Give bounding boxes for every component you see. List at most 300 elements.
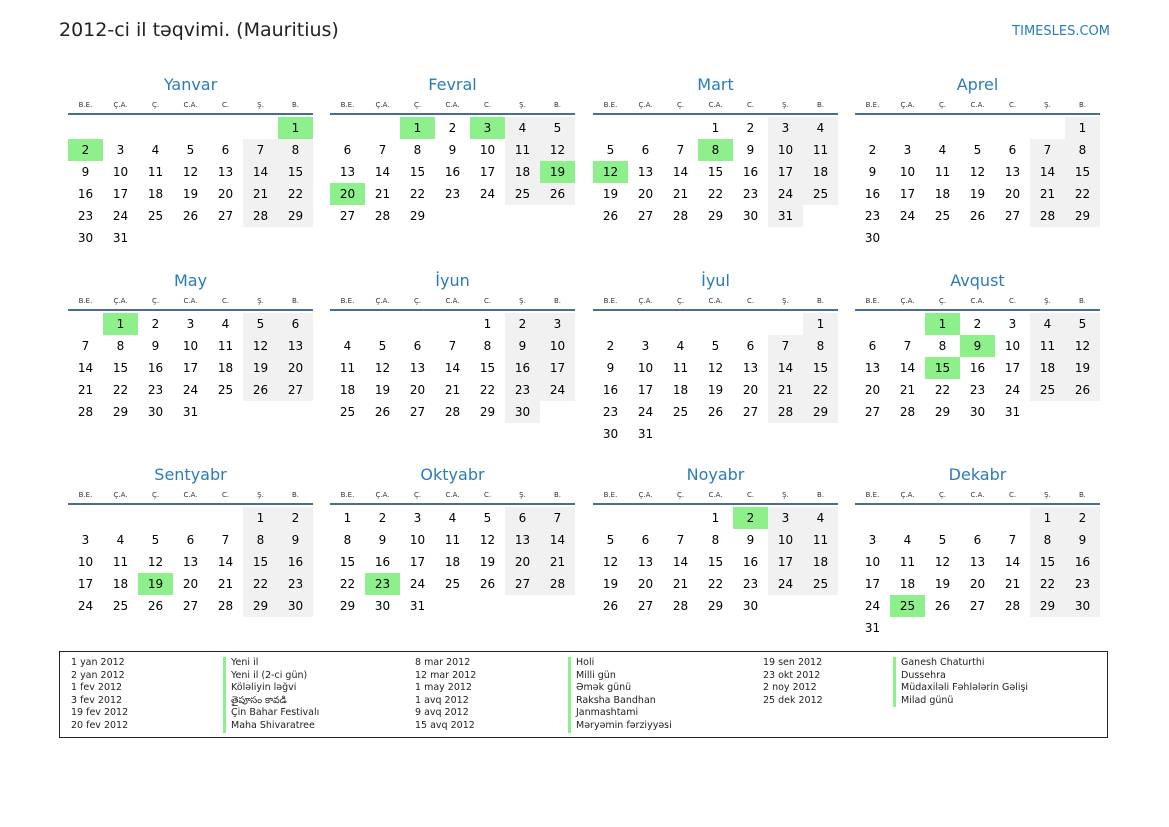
holiday-name: తైపూసం కావడి bbox=[231, 694, 287, 706]
day-cell: 22 bbox=[1065, 183, 1100, 205]
day-cell: 7 bbox=[676, 533, 685, 547]
day-cell: 8 bbox=[413, 143, 422, 157]
weekday-label: B. bbox=[291, 297, 300, 305]
day-cell: 13 bbox=[742, 361, 759, 375]
weekday-label: Ş. bbox=[257, 491, 264, 499]
day-cell: 2 bbox=[746, 121, 755, 135]
day-cell: 10 bbox=[479, 143, 496, 157]
day-cell: 16 bbox=[602, 383, 619, 397]
day-cell: 19 bbox=[479, 555, 496, 569]
weekday-label: B. bbox=[553, 491, 562, 499]
holiday-day: 3 bbox=[470, 117, 505, 139]
day-cell: 18 bbox=[217, 361, 234, 375]
month-name: Dekabr bbox=[948, 465, 1007, 484]
day-cell: 9 bbox=[448, 143, 457, 157]
day-cell: 19 bbox=[602, 187, 619, 201]
empty-cell bbox=[890, 507, 925, 529]
holiday-day: 9 bbox=[960, 335, 995, 357]
month-name: Sentyabr bbox=[154, 465, 227, 484]
holiday-date: 8 mar 2012 bbox=[415, 657, 471, 668]
month-11 bbox=[593, 464, 838, 617]
empty-cell bbox=[855, 507, 890, 529]
day-cell: 7 bbox=[676, 143, 685, 157]
empty-cell bbox=[330, 117, 365, 139]
weekday-label: Ç.A. bbox=[900, 297, 915, 305]
month-10 bbox=[330, 464, 575, 617]
day-cell: 18 bbox=[1030, 357, 1065, 379]
weekday-label: Ş. bbox=[782, 491, 789, 499]
weekday-label: Ç.A. bbox=[113, 297, 128, 305]
day-cell: 22 bbox=[707, 187, 724, 201]
weekday-label: Ş. bbox=[1044, 101, 1051, 109]
day-cell: 16 bbox=[742, 165, 759, 179]
day-cell: 26 bbox=[934, 599, 951, 613]
day-cell: 24 bbox=[182, 383, 199, 397]
month-name: İyul bbox=[701, 271, 730, 290]
day-grid bbox=[68, 507, 313, 617]
empty-cell bbox=[173, 117, 208, 139]
day-cell: 5 bbox=[606, 533, 615, 547]
empty-cell bbox=[855, 313, 890, 335]
day-cell: 23 bbox=[77, 209, 94, 223]
weekday-header bbox=[593, 293, 838, 311]
day-cell: 21 bbox=[374, 187, 391, 201]
weekday-label: C.A. bbox=[183, 297, 198, 305]
weekday-label: Ş. bbox=[782, 101, 789, 109]
day-cell: 11 bbox=[339, 361, 356, 375]
day-cell: 5 bbox=[378, 339, 387, 353]
weekday-label: Ç.A. bbox=[638, 491, 653, 499]
day-cell: 18 bbox=[803, 161, 838, 183]
day-cell: 23 bbox=[147, 383, 164, 397]
day-cell: 14 bbox=[540, 529, 575, 551]
weekday-label: C.A. bbox=[445, 491, 460, 499]
day-cell: 7 bbox=[81, 339, 90, 353]
weekday-label: C. bbox=[746, 101, 755, 109]
day-cell: 2 bbox=[378, 511, 387, 525]
day-cell: 1 bbox=[1065, 117, 1100, 139]
holiday-day: 1 bbox=[103, 313, 138, 335]
day-cell: 27 bbox=[339, 209, 356, 223]
day-cell: 16 bbox=[969, 361, 986, 375]
holiday-day: 25 bbox=[890, 595, 925, 617]
day-cell: 2 bbox=[448, 121, 457, 135]
day-cell: 29 bbox=[803, 401, 838, 423]
weekday-label: C. bbox=[1008, 297, 1017, 305]
day-cell: 22 bbox=[803, 379, 838, 401]
day-cell: 3 bbox=[116, 143, 125, 157]
weekday-label: C. bbox=[221, 297, 230, 305]
day-cell: 26 bbox=[969, 209, 986, 223]
day-cell: 8 bbox=[938, 339, 947, 353]
weekday-label: B.E. bbox=[340, 297, 355, 305]
empty-cell bbox=[68, 117, 103, 139]
day-cell: 12 bbox=[934, 555, 951, 569]
day-cell: 14 bbox=[243, 161, 278, 183]
day-cell: 14 bbox=[899, 361, 916, 375]
day-cell: 21 bbox=[899, 383, 916, 397]
day-cell: 13 bbox=[1004, 165, 1021, 179]
day-grid bbox=[593, 507, 838, 617]
holiday-name: Məryəmin fərziyyəsi bbox=[576, 719, 672, 731]
holiday-date: 9 avq 2012 bbox=[415, 707, 469, 719]
day-cell: 31 bbox=[637, 427, 654, 441]
day-cell: 29 bbox=[278, 205, 313, 227]
day-cell: 25 bbox=[444, 577, 461, 591]
weekday-header bbox=[593, 97, 838, 115]
empty-cell bbox=[995, 507, 1030, 529]
month-name: Yanvar bbox=[163, 75, 218, 94]
weekday-label: C.A. bbox=[445, 101, 460, 109]
empty-cell bbox=[768, 313, 803, 335]
day-cell: 23 bbox=[602, 405, 619, 419]
weekday-label: Ç. bbox=[676, 491, 685, 499]
day-cell: 22 bbox=[339, 577, 356, 591]
day-cell: 18 bbox=[112, 577, 129, 591]
month-name: Avqust bbox=[950, 271, 1005, 290]
holiday-date: 1 fev 2012 bbox=[71, 682, 123, 694]
day-cell: 28 bbox=[540, 573, 575, 595]
day-cell: 29 bbox=[479, 405, 496, 419]
day-cell: 22 bbox=[934, 383, 951, 397]
day-cell: 18 bbox=[444, 555, 461, 569]
weekday-label: Ç. bbox=[676, 101, 685, 109]
month-4 bbox=[855, 74, 1100, 249]
day-cell: 16 bbox=[864, 187, 881, 201]
day-cell: 3 bbox=[540, 313, 575, 335]
day-cell: 21 bbox=[1004, 577, 1021, 591]
day-cell: 9 bbox=[151, 339, 160, 353]
day-cell: 5 bbox=[540, 117, 575, 139]
holiday-name: Əmək günü bbox=[576, 682, 632, 694]
day-cell: 29 bbox=[934, 405, 951, 419]
weekday-label: Ç.A. bbox=[638, 297, 653, 305]
day-cell: 14 bbox=[444, 361, 461, 375]
empty-cell bbox=[925, 507, 960, 529]
empty-cell bbox=[663, 117, 698, 139]
holiday-names-col-3 bbox=[893, 657, 1028, 707]
day-cell: 9 bbox=[868, 165, 877, 179]
day-grid bbox=[855, 507, 1100, 639]
day-cell: 29 bbox=[112, 405, 129, 419]
day-cell: 20 bbox=[742, 383, 759, 397]
holiday-name: Maha Shivaratree bbox=[231, 719, 315, 731]
holiday-day: 1 bbox=[278, 117, 313, 139]
day-cell: 1 bbox=[483, 317, 492, 331]
day-cell: 20 bbox=[505, 551, 540, 573]
day-cell: 30 bbox=[77, 231, 94, 245]
holiday-day: 20 bbox=[330, 183, 365, 205]
day-cell: 15 bbox=[707, 165, 724, 179]
day-cell: 21 bbox=[217, 577, 234, 591]
month-1 bbox=[68, 74, 313, 249]
day-cell: 6 bbox=[641, 143, 650, 157]
holiday-day: 8 bbox=[698, 139, 733, 161]
day-cell: 8 bbox=[803, 335, 838, 357]
day-cell: 15 bbox=[1030, 551, 1065, 573]
month-8 bbox=[855, 270, 1100, 423]
day-cell: 7 bbox=[1030, 139, 1065, 161]
day-cell: 25 bbox=[147, 209, 164, 223]
holiday-date: 19 sen 2012 bbox=[763, 657, 823, 668]
day-cell: 20 bbox=[217, 187, 234, 201]
day-cell: 4 bbox=[1030, 313, 1065, 335]
month-7 bbox=[593, 270, 838, 445]
day-cell: 12 bbox=[1065, 335, 1100, 357]
day-cell: 15 bbox=[278, 161, 313, 183]
weekday-label: C. bbox=[746, 491, 755, 499]
weekday-label: Ş. bbox=[257, 101, 264, 109]
day-cell: 14 bbox=[1030, 161, 1065, 183]
holiday-names-col-1 bbox=[223, 657, 319, 733]
day-cell: 3 bbox=[903, 143, 912, 157]
month-name: May bbox=[173, 271, 208, 290]
empty-cell bbox=[593, 507, 628, 529]
weekday-label: B.E. bbox=[78, 491, 93, 499]
weekday-header bbox=[68, 97, 313, 115]
weekday-label: B.E. bbox=[865, 491, 880, 499]
day-cell: 6 bbox=[505, 507, 540, 529]
day-cell: 28 bbox=[444, 405, 461, 419]
day-cell: 24 bbox=[540, 379, 575, 401]
holiday-name: Dussehra bbox=[901, 669, 946, 681]
day-cell: 26 bbox=[182, 209, 199, 223]
day-cell: 23 bbox=[1065, 573, 1100, 595]
day-cell: 10 bbox=[899, 165, 916, 179]
day-cell: 22 bbox=[112, 383, 129, 397]
day-cell: 19 bbox=[182, 187, 199, 201]
day-cell: 8 bbox=[116, 339, 125, 353]
holiday-name: Raksha Bandhan bbox=[576, 694, 656, 706]
day-cell: 30 bbox=[742, 599, 759, 613]
weekday-label: Ç.A. bbox=[113, 101, 128, 109]
month-2 bbox=[330, 74, 575, 227]
day-cell: 21 bbox=[540, 551, 575, 573]
day-cell: 29 bbox=[1030, 595, 1065, 617]
weekday-label: B. bbox=[816, 491, 825, 499]
day-cell: 16 bbox=[742, 555, 759, 569]
day-cell: 24 bbox=[77, 599, 94, 613]
weekday-label: B.E. bbox=[78, 297, 93, 305]
day-cell: 5 bbox=[243, 313, 278, 335]
holiday-date: 2 noy 2012 bbox=[763, 682, 817, 694]
day-cell: 19 bbox=[934, 577, 951, 591]
day-cell: 25 bbox=[934, 209, 951, 223]
holiday-names-col-2 bbox=[568, 657, 672, 733]
holiday-name: Milad günü bbox=[901, 694, 954, 706]
day-cell: 21 bbox=[768, 379, 803, 401]
day-cell: 27 bbox=[505, 573, 540, 595]
weekday-label: C.A. bbox=[183, 101, 198, 109]
day-cell: 10 bbox=[409, 533, 426, 547]
holiday-dates-col-2 bbox=[415, 657, 476, 733]
day-cell: 14 bbox=[77, 361, 94, 375]
weekday-label: Ş. bbox=[1044, 297, 1051, 305]
day-cell: 8 bbox=[343, 533, 352, 547]
weekday-label: B. bbox=[816, 297, 825, 305]
day-cell: 26 bbox=[479, 577, 496, 591]
day-cell: 25 bbox=[803, 573, 838, 595]
day-cell: 24 bbox=[1004, 383, 1021, 397]
day-cell: 12 bbox=[479, 533, 496, 547]
weekday-label: C. bbox=[483, 297, 492, 305]
day-cell: 18 bbox=[672, 383, 689, 397]
day-cell: 12 bbox=[602, 555, 619, 569]
day-cell: 4 bbox=[903, 533, 912, 547]
holiday-name: Çin Bahar Festivalı bbox=[231, 707, 320, 719]
day-cell: 30 bbox=[278, 595, 313, 617]
holiday-day: 2 bbox=[68, 139, 103, 161]
day-cell: 22 bbox=[409, 187, 426, 201]
empty-cell bbox=[890, 313, 925, 335]
day-cell: 2 bbox=[868, 143, 877, 157]
day-cell: 4 bbox=[803, 507, 838, 529]
day-cell: 12 bbox=[540, 139, 575, 161]
day-cell: 14 bbox=[374, 165, 391, 179]
weekday-label: Ç. bbox=[938, 101, 947, 109]
empty-cell bbox=[628, 117, 663, 139]
weekday-label: Ç. bbox=[676, 297, 685, 305]
day-cell: 13 bbox=[339, 165, 356, 179]
day-cell: 11 bbox=[803, 529, 838, 551]
weekday-label: B.E. bbox=[865, 297, 880, 305]
weekday-label: C. bbox=[221, 491, 230, 499]
day-cell: 15 bbox=[1065, 161, 1100, 183]
empty-cell bbox=[628, 507, 663, 529]
empty-cell bbox=[1030, 117, 1065, 139]
holiday-name: Yeni il bbox=[231, 657, 259, 668]
day-cell: 20 bbox=[637, 187, 654, 201]
weekday-label: Ç. bbox=[413, 491, 422, 499]
day-cell: 16 bbox=[374, 555, 391, 569]
day-cell: 18 bbox=[147, 187, 164, 201]
day-cell: 17 bbox=[409, 555, 426, 569]
day-cell: 28 bbox=[768, 401, 803, 423]
day-cell: 22 bbox=[479, 383, 496, 397]
day-cell: 13 bbox=[217, 165, 234, 179]
day-cell: 16 bbox=[147, 361, 164, 375]
day-cell: 31 bbox=[768, 205, 803, 227]
empty-cell bbox=[138, 507, 173, 529]
day-cell: 9 bbox=[1065, 529, 1100, 551]
day-grid bbox=[593, 313, 838, 445]
day-cell: 20 bbox=[182, 577, 199, 591]
weekday-label: C. bbox=[1008, 491, 1017, 499]
weekday-header bbox=[855, 487, 1100, 505]
weekday-label: C.A. bbox=[708, 101, 723, 109]
day-cell: 26 bbox=[147, 599, 164, 613]
day-cell: 28 bbox=[77, 405, 94, 419]
day-cell: 27 bbox=[637, 209, 654, 223]
day-cell: 13 bbox=[278, 335, 313, 357]
day-cell: 24 bbox=[899, 209, 916, 223]
day-cell: 28 bbox=[1030, 205, 1065, 227]
day-cell: 9 bbox=[746, 143, 755, 157]
day-cell: 20 bbox=[637, 577, 654, 591]
weekday-label: B. bbox=[553, 101, 562, 109]
day-cell: 17 bbox=[1004, 361, 1021, 375]
day-cell: 21 bbox=[77, 383, 94, 397]
day-cell: 3 bbox=[413, 511, 422, 525]
holiday-name: Köləliyin ləğvi bbox=[231, 682, 297, 694]
day-cell: 29 bbox=[707, 599, 724, 613]
day-cell: 13 bbox=[637, 555, 654, 569]
day-cell: 8 bbox=[1030, 529, 1065, 551]
day-cell: 10 bbox=[540, 335, 575, 357]
day-cell: 29 bbox=[1065, 205, 1100, 227]
day-cell: 13 bbox=[637, 165, 654, 179]
day-cell: 5 bbox=[938, 533, 947, 547]
month-name: İyun bbox=[435, 271, 470, 290]
day-cell: 17 bbox=[768, 161, 803, 183]
day-cell: 3 bbox=[1008, 317, 1017, 331]
day-cell: 31 bbox=[112, 231, 129, 245]
empty-cell bbox=[960, 507, 995, 529]
day-cell: 4 bbox=[343, 339, 352, 353]
day-cell: 24 bbox=[768, 573, 803, 595]
day-cell: 15 bbox=[243, 551, 278, 573]
day-cell: 16 bbox=[505, 357, 540, 379]
day-cell: 12 bbox=[374, 361, 391, 375]
day-cell: 9 bbox=[746, 533, 755, 547]
day-cell: 23 bbox=[444, 187, 461, 201]
day-cell: 13 bbox=[409, 361, 426, 375]
month-3 bbox=[593, 74, 838, 227]
day-cell: 6 bbox=[221, 143, 230, 157]
day-cell: 3 bbox=[768, 117, 803, 139]
day-cell: 17 bbox=[540, 357, 575, 379]
day-cell: 18 bbox=[803, 551, 838, 573]
weekday-label: Ş. bbox=[1044, 491, 1051, 499]
site-link[interactable]: TIMESLES.COM bbox=[1012, 24, 1110, 39]
weekday-label: C.A. bbox=[970, 297, 985, 305]
holiday-date: 19 fev 2012 bbox=[71, 707, 129, 719]
day-cell: 26 bbox=[1065, 379, 1100, 401]
day-cell: 26 bbox=[374, 405, 391, 419]
day-cell: 26 bbox=[540, 183, 575, 205]
day-cell: 24 bbox=[637, 405, 654, 419]
month-name: Noyabr bbox=[686, 465, 745, 484]
empty-cell bbox=[995, 117, 1030, 139]
day-cell: 8 bbox=[1065, 139, 1100, 161]
month-name: Mart bbox=[697, 75, 734, 94]
day-cell: 25 bbox=[672, 405, 689, 419]
day-cell: 30 bbox=[742, 209, 759, 223]
weekday-label: B.E. bbox=[340, 101, 355, 109]
day-cell: 28 bbox=[672, 209, 689, 223]
empty-cell bbox=[628, 313, 663, 335]
day-cell: 21 bbox=[1030, 183, 1065, 205]
day-cell: 11 bbox=[672, 361, 689, 375]
day-cell: 23 bbox=[742, 577, 759, 591]
month-name: Oktyabr bbox=[420, 465, 485, 484]
day-cell: 4 bbox=[938, 143, 947, 157]
day-cell: 7 bbox=[221, 533, 230, 547]
day-cell: 3 bbox=[81, 533, 90, 547]
day-cell: 26 bbox=[243, 379, 278, 401]
day-cell: 7 bbox=[1008, 533, 1017, 547]
day-cell: 26 bbox=[602, 209, 619, 223]
empty-cell bbox=[698, 313, 733, 335]
day-cell: 28 bbox=[217, 599, 234, 613]
day-cell: 4 bbox=[676, 339, 685, 353]
day-cell: 14 bbox=[217, 555, 234, 569]
weekday-label: C. bbox=[1008, 101, 1017, 109]
day-cell: 10 bbox=[182, 339, 199, 353]
weekday-label: Ç.A. bbox=[638, 101, 653, 109]
day-cell: 23 bbox=[742, 187, 759, 201]
month-name: Aprel bbox=[956, 75, 999, 94]
